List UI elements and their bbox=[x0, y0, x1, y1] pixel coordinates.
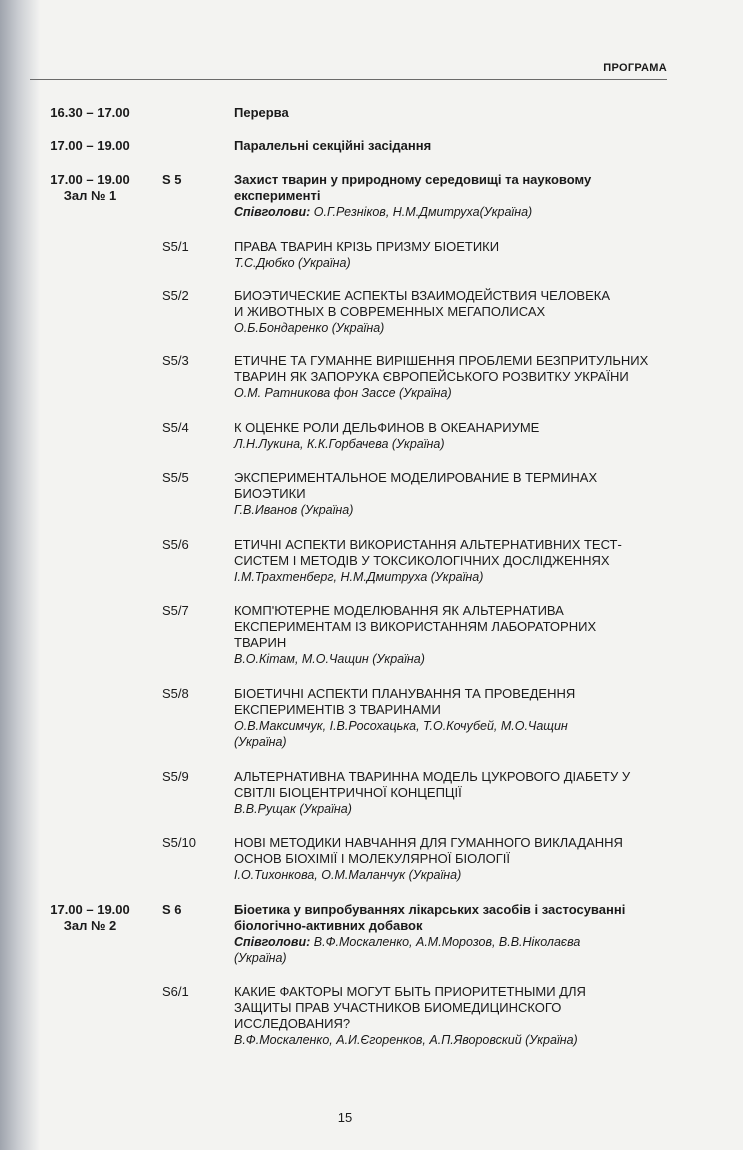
title-break: Перерва bbox=[234, 105, 289, 120]
talk-authors: Г.В.Иванов (Україна) bbox=[234, 503, 354, 517]
time-break: 16.30 – 17.00 bbox=[50, 105, 130, 120]
talk-code: S5/2 bbox=[162, 288, 189, 303]
talk-code: S5/7 bbox=[162, 603, 189, 618]
talk-authors: О.М. Ратникова фон Зассе (Україна) bbox=[234, 386, 452, 400]
section-s6-title-line: біологічно-активних добавок bbox=[234, 918, 423, 933]
talk-title-line: АЛЬТЕРНАТИВНА ТВАРИННА МОДЕЛЬ ЦУКРОВОГО ДІАБЕТУ У bbox=[234, 769, 631, 784]
talk-authors: В.В.Рущак (Україна) bbox=[234, 802, 352, 816]
section-s6-time-block bbox=[40, 902, 140, 934]
talk-title-line: ЕТИЧНЕ ТА ГУМАННЕ ВИРІШЕННЯ ПРОБЛЕМИ БЕЗПРИТУЛЬНИХ bbox=[234, 353, 649, 368]
talk-authors: О.В.Максимчук, І.В.Росохацька, Т.О.Кочубей, М.О.Чащин bbox=[234, 719, 568, 733]
section-s5-title-line: Захист тварин у природному середовищі та науковому bbox=[234, 172, 592, 187]
talk-title-line: БІОЕТИЧНІ АСПЕКТИ ПЛАНУВАННЯ ТА ПРОВЕДЕННЯ bbox=[234, 686, 576, 701]
header-rule bbox=[30, 79, 667, 80]
talk-title-line: БИОЭТИКИ bbox=[234, 486, 306, 501]
section-s5-chairs-label: Співголови: bbox=[234, 205, 311, 219]
talk-code: S5/5 bbox=[162, 470, 189, 485]
section-s6-chairs-cont: (Україна) bbox=[234, 951, 287, 965]
talk-authors: І.М.Трахтенберг, Н.М.Дмитруха (Україна) bbox=[234, 570, 484, 584]
section-s5-chairs: О.Г.Резніков, Н.М.Дмитруха(Україна) bbox=[313, 205, 533, 219]
talk-title-line: СИСТЕМ І МЕТОДІВ У ТОКСИКОЛОГІЧНИХ ДОСЛІДЖЕННЯХ bbox=[234, 553, 610, 568]
talk-code: S5/4 bbox=[162, 420, 189, 435]
talk-title-line: ТВАРИН bbox=[234, 635, 287, 650]
talk-authors: (Україна) bbox=[234, 735, 287, 749]
talk-title-line: ИССЛЕДОВАНИЯ? bbox=[234, 1016, 351, 1031]
section-s5-title-line: експерименті bbox=[234, 188, 321, 203]
talk-code: S5/1 bbox=[162, 239, 189, 254]
section-s6-chairs-label: Співголови: bbox=[234, 935, 311, 949]
talk-authors: В.Ф.Москаленко, А.И.Єгоренков, А.П.Яворовский (Україна) bbox=[234, 1033, 578, 1047]
talk-code: S5/6 bbox=[162, 537, 189, 552]
header-label: ПРОГРАМА bbox=[603, 62, 667, 74]
time-parallel: 17.00 – 19.00 bbox=[50, 138, 130, 153]
talk-title-line: ЕТИЧНІ АСПЕКТИ ВИКОРИСТАННЯ АЛЬТЕРНАТИВНИХ ТЕСТ- bbox=[234, 537, 622, 552]
talk-title-line: К ОЦЕНКЕ РОЛИ ДЕЛЬФИНОВ В ОКЕАНАРИУМЕ bbox=[234, 420, 540, 435]
section-s5-code: S 5 bbox=[162, 172, 182, 187]
talk-code: S5/9 bbox=[162, 769, 189, 784]
talk-title-line: ПРАВА ТВАРИН КРІЗЬ ПРИЗМУ БІОЕТИКИ bbox=[234, 239, 500, 254]
page-binding-shadow bbox=[0, 0, 40, 1150]
section-s6-code: S 6 bbox=[162, 902, 182, 917]
talk-title-line: БИОЭТИЧЕСКИЕ АСПЕКТЫ ВЗАИМОДЕЙСТВИЯ ЧЕЛОВЕКА bbox=[234, 288, 611, 303]
talk-authors: І.О.Тихонкова, О.М.Маланчук (Україна) bbox=[234, 868, 462, 882]
section-s6-chairs: В.Ф.Москаленко, А.М.Морозов, В.В.Ніколаєва bbox=[313, 935, 581, 949]
talk-title-line: ТВАРИН ЯК ЗАПОРУКА ЄВРОПЕЙСЬКОГО РОЗВИТКУ УКРАЇНИ bbox=[234, 369, 629, 384]
title-parallel: Паралельні секційні засідання bbox=[234, 138, 432, 153]
page-number: 15 bbox=[337, 1110, 353, 1125]
section-s6-content bbox=[234, 902, 674, 966]
talk-title-line: СВІТЛІ БІОЦЕНТРИЧНОЇ КОНЦЕПЦІЇ bbox=[234, 785, 462, 800]
talk-code: S6/1 bbox=[162, 984, 189, 999]
section-s6-time: 17.00 – 19.00 bbox=[50, 902, 130, 917]
section-s5-time-block bbox=[40, 172, 140, 204]
talk-authors: В.О.Кітам, М.О.Чащин (Україна) bbox=[234, 652, 425, 666]
talk-authors: Л.Н.Лукина, К.К.Горбачева (Україна) bbox=[234, 437, 445, 451]
section-s6-title-line: Біоетика у випробуваннях лікарських засобів і застосуванні bbox=[234, 902, 626, 917]
talk-title-line: ЭКСПЕРИМЕНТАЛЬНОЕ МОДЕЛИРОВАНИЕ В ТЕРМИНАХ bbox=[234, 470, 598, 485]
talk-title-line: ЗАЩИТЫ ПРАВ УЧАСТНИКОВ БИОМЕДИЦИНСКОГО bbox=[234, 1000, 562, 1015]
section-s5-time: 17.00 – 19.00 bbox=[50, 172, 130, 187]
talk-code: S5/10 bbox=[162, 835, 196, 850]
talk-title-line: КОМП'ЮТЕРНЕ МОДЕЛЮВАННЯ ЯК АЛЬТЕРНАТИВА bbox=[234, 603, 564, 618]
talk-authors: Т.С.Дюбко (Україна) bbox=[234, 256, 351, 270]
section-s6-hall: Зал № 2 bbox=[63, 918, 117, 933]
talk-title-line: КАКИЕ ФАКТОРЫ МОГУТ БЫТЬ ПРИОРИТЕТНЫМИ ДЛЯ bbox=[234, 984, 586, 999]
talk-title-line: ЕКСПЕРИМЕНТІВ З ТВАРИНАМИ bbox=[234, 702, 441, 717]
talk-code: S5/8 bbox=[162, 686, 189, 701]
section-s5-content bbox=[234, 172, 674, 220]
section-s5-hall: Зал № 1 bbox=[63, 188, 117, 203]
talk-authors: О.Б.Бондаренко (Україна) bbox=[234, 321, 385, 335]
talk-title-line: И ЖИВОТНЫХ В СОВРЕМЕННЫХ МЕГАПОЛИСАХ bbox=[234, 304, 546, 319]
talk-title-line: ОСНОВ БІОХІМІЇ І МОЛЕКУЛЯРНОЇ БІОЛОГІЇ bbox=[234, 851, 510, 866]
talk-title-line: НОВІ МЕТОДИКИ НАВЧАННЯ ДЛЯ ГУМАННОГО ВИКЛАДАННЯ bbox=[234, 835, 623, 850]
talk-code: S5/3 bbox=[162, 353, 189, 368]
talk-title-line: ЕКСПЕРИМЕНТАМ ІЗ ВИКОРИСТАННЯМ ЛАБОРАТОРНИХ bbox=[234, 619, 597, 634]
